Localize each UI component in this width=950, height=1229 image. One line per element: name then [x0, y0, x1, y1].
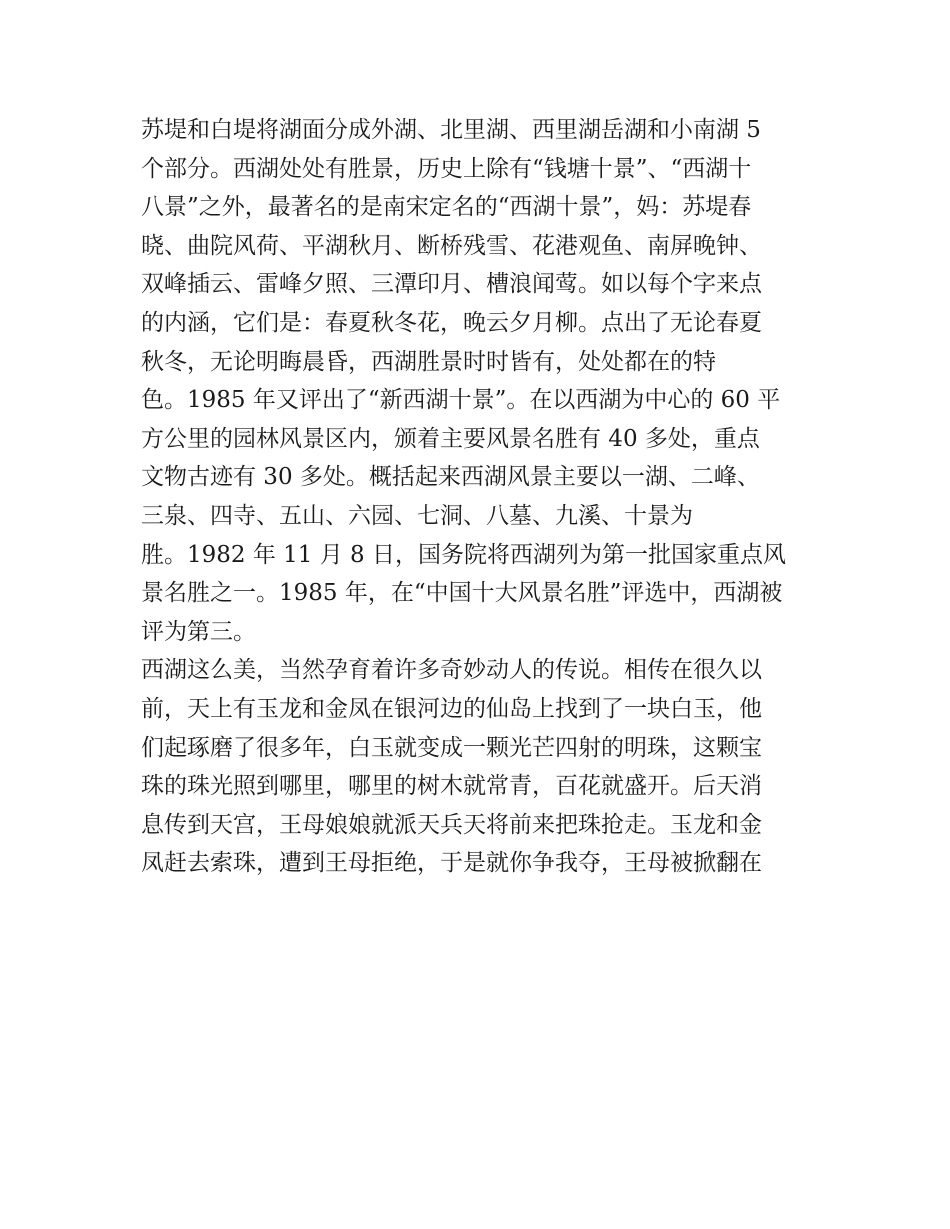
text-line: 珠的珠光照到哪里，哪里的树木就常青，百花就盛开。后天消	[141, 773, 762, 800]
text-line: 晓、曲院风荷、平湖秋月、断桥残雪、花港观鱼、南屏晚钟、	[141, 232, 762, 259]
text-line: 评为第三。	[141, 618, 256, 645]
text-line: 的内涵，它们是：春夏秋冬花，晚云夕月柳。点出了无论春夏	[141, 309, 762, 336]
text-line: 凤赶去索珠，遭到王母拒绝，于是就你争我夺，王母被掀翻在	[141, 850, 762, 877]
text-line: 个部分。西湖处处有胜景，历史上除有“钱塘十景”、“西湖十	[141, 155, 752, 182]
text-line: 秋冬，无论明晦晨昏，西湖胜景时时皆有，处处都在的特	[141, 348, 716, 375]
text-line: 文物古迹有 30 多处。概括起来西湖风景主要以一湖、二峰、	[141, 464, 760, 491]
text-line: 苏堤和白堤将湖面分成外湖、北里湖、西里湖岳湖和小南湖 5	[141, 117, 761, 143]
text-line: 景名胜之一。1985 年，在“中国十大风景名胜”评选中，西湖被	[141, 580, 783, 607]
text-line: 前，天上有玉龙和金凤在银河边的仙岛上找到了一块白玉，他	[141, 695, 762, 722]
text-line: 息传到天宫，王母娘娘就派天兵天将前来把珠抢走。玉龙和金	[141, 811, 762, 838]
text-line: 方公里的园林风景区内，颁着主要风景名胜有 40 多处，重点	[141, 425, 760, 452]
text-line: 西湖这么美，当然孕育着许多奇妙动人的传说。相传在很久以	[141, 657, 762, 684]
text-line: 八景”之外，最著名的是南宋定名的“西湖十景”，妈：苏堤春	[141, 194, 752, 221]
text-line: 们起琢磨了很多年，白玉就变成一颗光芒四射的明珠，这颗宝	[141, 734, 762, 761]
text-line: 双峰插云、雷峰夕照、三潭印月、槽浪闻莺。如以每个字来点	[141, 271, 762, 298]
text-line: 色。1985 年又评出了“新西湖十景”。在以西湖为中心的 60 平	[141, 387, 781, 414]
text-line: 三泉、四寺、五山、六园、七洞、八墓、九溪、十景为	[141, 502, 693, 529]
text-line: 胜。1982 年 11 月 8 日，国务院将西湖列为第一批国家重点风	[141, 541, 786, 568]
body-text	[141, 111, 831, 883]
